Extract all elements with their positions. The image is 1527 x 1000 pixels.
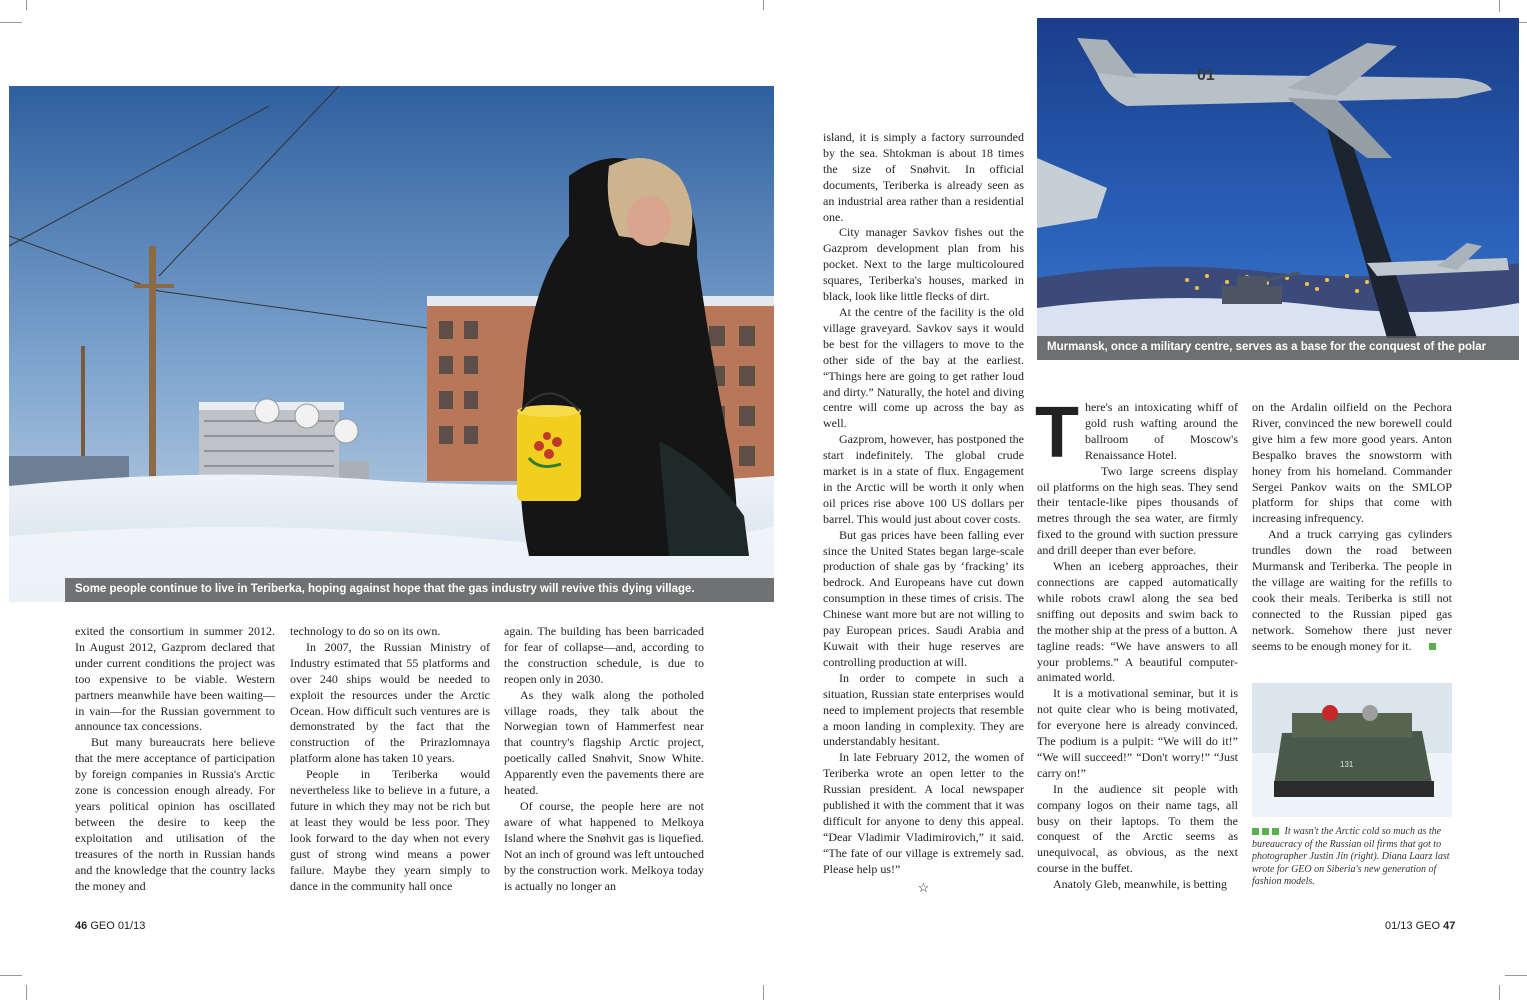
folio-right-label: 01/13 GEO — [1385, 920, 1441, 932]
small-caption-text: It wasn't the Arctic cold so much as the bureaucracy of the Russian oil firms that got to photographer Justin Jin (right). Diana Laarz last wrote for GEO on Siberia's new generation of fashion models. — [1252, 826, 1450, 888]
caption-marker-square — [1252, 828, 1259, 835]
article-paragraph-text: And a truck carrying gas cylinders trundles down the road between Murmansk and Teriberka. The people in the village are waiting for the refills to cook their meals. Teriberka is still not connected to the Russian piped gas network. Somehow there just never seems to be enough money for it. — [1252, 527, 1452, 653]
article-paragraph: In order to compete in such a situation, Russian state enterprises would need to implement projects that resemble a moon landing in complexity. They are understandably hesitant. — [823, 670, 1024, 749]
photo-vehicle-illustration — [1252, 683, 1452, 817]
caption-marker-square — [1272, 828, 1279, 835]
article-paragraph: At the centre of the facility is the old village graveyard. Savkov says it would be best for the villagers to move to the other side of the bay at the earliest. “Things here are going to get rather loud and dirty.” Naturally, the hotel and diving centre will come up across the bay as well. — [823, 304, 1024, 431]
article-paragraph: It is a motivational seminar, but it is not quite clear who is being motivated, for everyone here is already convinced. The podium is a pulpit: “We will do it!” “We will succeed!” “Don't worry!” “Just carry on!” — [1037, 686, 1238, 780]
article-paragraph — [1252, 527, 1452, 654]
article-paragraph: In 2007, the Russian Ministry of Industry estimated that 55 platforms and over 240 ships would be needed to exploit the resources under the Arctic Ocean. How difficult such ventures are is demonstrated by the fact that the construction of the Prirazlomnaya platform alone has taken 10 years. — [290, 639, 490, 766]
caption-marker-square — [1262, 828, 1269, 835]
folio-left — [75, 920, 145, 932]
crop-mark — [0, 975, 22, 976]
plane-marking: 01 — [1197, 67, 1215, 84]
article-paragraph: technology to do so on its own. — [290, 624, 441, 638]
section-end-star: ☆ — [917, 879, 930, 895]
article-column-2 — [290, 624, 490, 894]
crop-mark — [763, 985, 764, 1000]
article-paragraph: island, it is simply a factory surrounded by the sea. Shtokman is about 18 times the size of Snøhvit. In official documents, Teriberka is already seen as an industrial area rather than a residential one. — [823, 130, 1024, 224]
crop-mark — [1499, 0, 1500, 12]
article-paragraph: But many bureaucrats here believe that the mere acceptance of participation by foreign companies in Russia's Arctic zone is concession enough already. For years political opinion has oscillated between the desire to keep the exploitation and utilisation of the treasures of the north in Russian hands and the knowledge that the country lacks the money and — [75, 735, 275, 893]
end-mark-square — [1429, 643, 1436, 650]
page-number-left: 46 — [75, 920, 88, 932]
photo-left-caption: Some people continue to live in Teriberka, hoping against hope that the gas industry will revive this dying village. — [65, 578, 774, 602]
crop-mark — [763, 0, 764, 10]
article-column-5 — [1035, 393, 1238, 893]
folio-left-label: GEO 01/13 — [90, 920, 146, 932]
article-paragraph: exited the consortium in summer 2012. In August 2012, Gazprom declared that under current conditions the project was too expensive to be viable. Western partners meanwhile have been waiting—in vain—for the Russian government to announce tax concessions. — [75, 624, 275, 734]
photo-woman-in-snow-illustration — [9, 86, 774, 602]
drop-cap: T — [1035, 393, 1079, 473]
article-column-1 — [75, 624, 275, 894]
photo-right-caption: Murmansk, once a military centre, serves as a base for the conquest of the polar region. — [1037, 336, 1519, 360]
article-paragraph: City manager Savkov fishes out the Gazprom development plan from his pocket. Next to the large multicoloured squares, Teriberka's houses, marked in black, look like little flecks of dirt. — [823, 225, 1024, 304]
crop-mark — [1505, 975, 1527, 976]
article-lead-text: here's an intoxicating whiff of gold rush wafting around the ballroom of Moscow's Renaissance Hotel. — [1084, 400, 1238, 462]
article-paragraph: Of course, the people here are not aware of what happened to Melkoya Island where the Snøhvit gas is liquefied. Not an inch of ground was left untouched by the construction work. Melkoya today is actually no longer an — [504, 798, 704, 893]
crop-mark — [26, 0, 27, 10]
folio-right — [1385, 920, 1455, 932]
article-column-3 — [504, 624, 704, 894]
photo-amphibious-vehicle — [1252, 683, 1452, 817]
photo-murmansk-monument — [1037, 18, 1519, 360]
crop-mark — [0, 22, 22, 23]
crop-mark — [1499, 985, 1500, 1000]
article-paragraph: Anatoly Gleb, meanwhile, is betting — [1053, 877, 1227, 892]
crop-mark — [26, 985, 27, 1000]
photo-woman-in-snow — [9, 86, 774, 602]
article-paragraph: again. The building has been barricaded for fear of collapse—and, according to the construction schedule, is due to reopen only in 2030. — [504, 624, 704, 686]
article-paragraph: Gazprom, however, has postponed the start indefinitely. The global crude market is in a state of flux. Engagement in the Arctic will be worth it only when oil prices rise above 100 US dollars per barrel. This would just about cover costs. — [823, 432, 1024, 526]
article-paragraph: Two large screens display oil platforms on the high seas. They send their tentacle-like pipes thousands of metres through the sea water, are firmly fixed to the ground with suction pressure and drill deeper than ever before. — [1037, 463, 1238, 558]
photo-murmansk-illustration — [1037, 18, 1519, 360]
article-paragraph: In late February 2012, the women of Teriberka wrote an open letter to the Russian president. A local newspaper published it with the comment that it was difficult for anyone to deny this appeal. “Dear Vladimir Vladimirovich,” it said. “The fate of our village is extremely sad. Please help us!” — [823, 750, 1024, 876]
article-paragraph: In the audience sit people with company logos on their name tags, all busy on their laptops. To them the conquest of the Arctic seems as unequivocal, as obvious, as the next course in the buffet. — [1037, 781, 1238, 876]
article-paragraph: But gas prices have been falling ever since the United States began large-scale production of shale gas by ‘fracking’ its bedrock. And Europeans have cut down consumption in these times of crisis. The Chinese want more but are not willing to pay European prices. Saudi Arabia and Kuwait with their huge reserves are controlling production at will. — [823, 527, 1024, 669]
article-paragraph: As they walk along the potholed village roads, they talk about the Norwegian town of Hammerfest near that country's flagship Arctic project, poetically called Snøhvit, Snow White. Apparently even the pavements there are heated. — [504, 687, 704, 798]
page-number-right: 47 — [1443, 920, 1456, 932]
article-paragraph-lead — [1035, 393, 1238, 473]
vehicle-marking: 131 — [1340, 760, 1354, 769]
article-column-6 — [1252, 400, 1452, 655]
article-paragraph: on the Ardalin oilfield on the Pechora River, convinced the new borewell could give him a few more good years. Anton Bespalko braves the snowstorm with honey from his homeland. Commander Sergei Pankov waits on the SMLOP platform for ships that come with increasing infrequency. — [1252, 400, 1452, 526]
small-photo-caption — [1252, 826, 1454, 889]
article-paragraph: When an iceberg approaches, their connections are capped automatically while robots crawl along the sea bed sniffing out deposits and swim back to the mother ship at the press of a button. A tagline reads: “We have answers to all your problems.” A beautiful computer-animated world. — [1037, 559, 1238, 685]
article-paragraph: People in Teriberka would nevertheless like to believe in a future, a future in which they may not be rich but at least they would be less poor. They look forward to the day when not every gust of strong wind means a power failure. Maybe they yearn simply to dance in the community hall once — [290, 767, 490, 893]
article-column-4 — [823, 130, 1024, 896]
